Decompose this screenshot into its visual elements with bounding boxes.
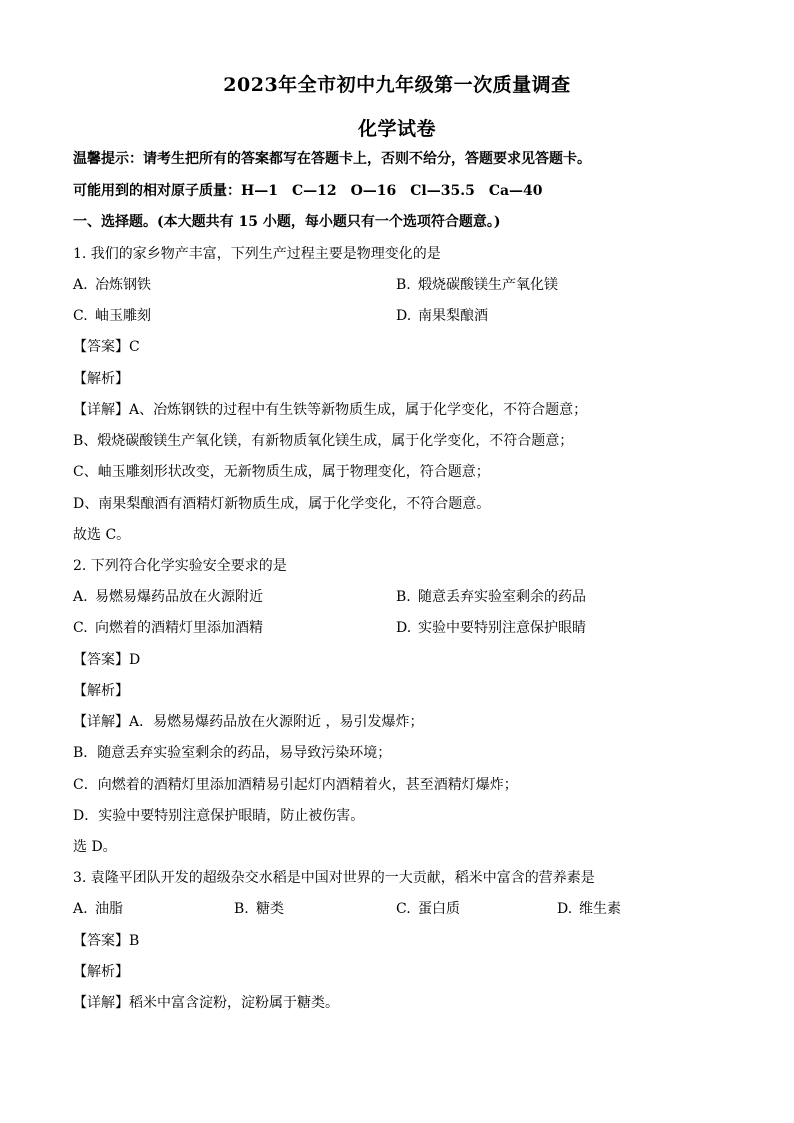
option-letter: A. xyxy=(73,589,88,605)
exam-title: 2023年全市初中九年级第一次质量调查 xyxy=(223,74,571,96)
option-letter: C. xyxy=(73,620,88,636)
question-1-detail-5: 故选 C。 xyxy=(73,527,131,543)
option-text: 蛋白质 xyxy=(418,901,460,917)
question-2-option-d xyxy=(396,619,586,637)
exam-subtitle: 化学试卷 xyxy=(357,118,436,140)
question-3-option-c xyxy=(396,900,460,918)
option-letter: B. xyxy=(396,277,411,293)
option-text: 南果梨酿酒 xyxy=(418,308,488,324)
question-3-analysis-label: 【解析】 xyxy=(73,964,129,980)
option-text: 油脂 xyxy=(95,901,123,917)
question-2-analysis-label: 【解析】 xyxy=(73,683,129,699)
question-3-stem: 3. 袁隆平团队开发的超级杂交水稻是中国对世界的一大贡献，稻米中富含的营养素是 xyxy=(73,870,595,886)
question-2-detail-2: B．随意丢弃实验室剩余的药品，易导致污染环境； xyxy=(73,745,392,761)
question-1-option-b xyxy=(396,276,558,294)
option-letter: D. xyxy=(557,901,573,917)
question-3-option-d xyxy=(557,900,621,918)
question-3-option-a xyxy=(73,900,123,918)
question-2-stem: 2. 下列符合化学实验安全要求的是 xyxy=(73,558,287,574)
option-letter: B. xyxy=(396,589,411,605)
section-heading: 一、选择题。(本大题共有 15 小题，每小题只有一个选项符合题意。) xyxy=(73,214,501,230)
option-text: 实验中要特别注意保护眼睛 xyxy=(418,620,586,636)
question-2-detail-3: C．向燃着的酒精灯里添加酒精易引起灯内酒精着火，甚至酒精灯爆炸； xyxy=(73,777,518,793)
question-3-detail-1: 【详解】稻米中富含淀粉，淀粉属于糖类。 xyxy=(73,995,339,1011)
question-2-answer: 【答案】D xyxy=(73,652,141,668)
question-2-detail-1: 【详解】A．易燃易爆药品放在火源附近 ，易引发爆炸； xyxy=(73,714,424,730)
question-1-stem: 1. 我们的家乡物产丰富，下列生产过程主要是物理变化的是 xyxy=(73,246,441,262)
option-text: 随意丢弃实验室剩余的药品 xyxy=(418,589,586,605)
option-letter: C. xyxy=(396,901,411,917)
option-letter: B. xyxy=(234,901,249,917)
option-text: 冶炼钢铁 xyxy=(95,277,151,293)
question-2-option-c xyxy=(73,619,263,637)
question-3-answer: 【答案】B xyxy=(73,933,140,949)
atomic-masses: 可能用到的相对原子质量：H—1 C—12 O—16 Cl—35.5 Ca—40 xyxy=(73,183,543,199)
question-1-detail-3: C、岫玉雕刻形状改变，无新物质生成，属于物理变化，符合题意； xyxy=(73,464,490,480)
option-letter: A. xyxy=(73,277,88,293)
notice-text: 温馨提示：请考生把所有的答案都写在答题卡上，否则不给分，答题要求见答题卡。 xyxy=(73,151,591,167)
question-1-detail-2: B、煅烧碳酸镁生产氧化镁，有新物质氧化镁生成，属于化学变化，不符合题意； xyxy=(73,433,574,449)
option-text: 维生素 xyxy=(579,901,621,917)
question-2-detail-5: 选 D。 xyxy=(73,839,117,855)
option-text: 糖类 xyxy=(256,901,284,917)
option-text: 煅烧碳酸镁生产氧化镁 xyxy=(418,277,558,293)
option-letter: D. xyxy=(396,620,412,636)
question-1-option-c xyxy=(73,307,151,325)
option-letter: A. xyxy=(73,901,88,917)
option-text: 岫玉雕刻 xyxy=(95,308,151,324)
question-1-answer: 【答案】C xyxy=(73,339,140,355)
question-1-detail-4: D、南果梨酿酒有酒精灯新物质生成，属于化学变化，不符合题意。 xyxy=(73,496,491,512)
question-1-analysis-label: 【解析】 xyxy=(73,371,129,387)
question-1-option-d xyxy=(396,307,488,325)
option-text: 易燃易爆药品放在火源附近 xyxy=(95,589,263,605)
question-1-detail-1: 【详解】A、冶炼钢铁的过程中有生铁等新物质生成，属于化学变化，不符合题意； xyxy=(73,402,588,418)
question-1-option-a xyxy=(73,276,151,294)
question-3-option-b xyxy=(234,900,284,918)
option-letter: C. xyxy=(73,308,88,324)
question-2-option-b xyxy=(396,588,586,606)
question-2-option-a xyxy=(73,588,263,606)
option-letter: D. xyxy=(396,308,412,324)
option-text: 向燃着的酒精灯里添加酒精 xyxy=(95,620,263,636)
question-2-detail-4: D．实验中要特别注意保护眼睛，防止被伤害。 xyxy=(73,808,365,824)
